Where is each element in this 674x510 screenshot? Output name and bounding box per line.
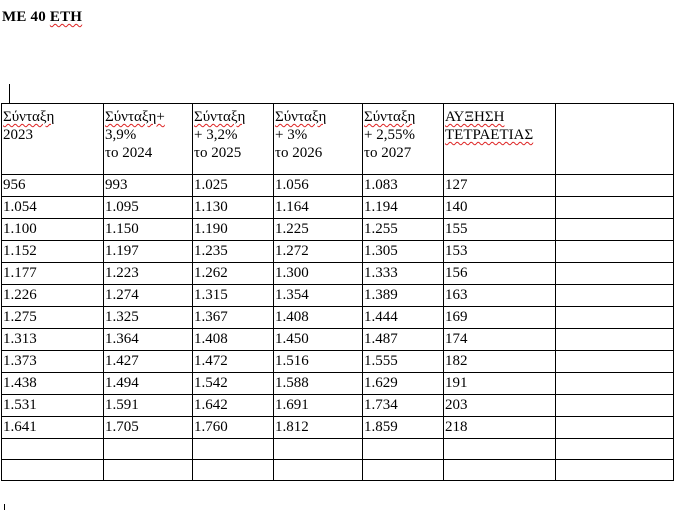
table-cell: 1.255: [363, 219, 444, 241]
column-header-line: + 2,55%: [364, 127, 415, 143]
table-cell: 1.427: [104, 351, 193, 373]
table-cell: 1.300: [274, 263, 363, 285]
spellcheck-flagged-text: Σύνταξη: [364, 109, 416, 125]
header-row: [2, 104, 674, 175]
table-cell: 1.364: [104, 329, 193, 351]
table-cell: 1.641: [2, 417, 104, 439]
empty-table-cell: [104, 460, 193, 481]
column-header-line: + 3%: [275, 127, 308, 143]
table-row: [2, 197, 674, 219]
empty-table-cell: [444, 460, 556, 481]
spellcheck-flagged-text: Σύνταξη: [275, 109, 327, 125]
table-cell: 1.542: [193, 373, 274, 395]
table-row: [2, 307, 674, 329]
table-cell: 163: [444, 285, 556, 307]
table-cell: 1.494: [104, 373, 193, 395]
column-header: [2, 104, 104, 175]
table-cell: [556, 175, 674, 197]
table-cell: 203: [444, 395, 556, 417]
table-cell: 182: [444, 351, 556, 373]
table-cell: 1.164: [274, 197, 363, 219]
table-cell: 1.225: [274, 219, 363, 241]
table-cell: 1.325: [104, 307, 193, 329]
table-cell: 1.734: [363, 395, 444, 417]
table-cell: 1.095: [104, 197, 193, 219]
spellcheck-flagged-text: ΑΥΞΗΣΗ: [445, 109, 505, 125]
column-header-line: 2023: [3, 127, 33, 143]
table-cell: 174: [444, 329, 556, 351]
table-cell: [556, 329, 674, 351]
table-cell: 1.531: [2, 395, 104, 417]
table-cell: [556, 395, 674, 417]
empty-table-cell: [2, 439, 104, 460]
empty-table-cell: [444, 439, 556, 460]
table-cell: 1.487: [363, 329, 444, 351]
table-cell: [556, 285, 674, 307]
table-row: [2, 395, 674, 417]
table-cell: 1.629: [363, 373, 444, 395]
column-header-line: [445, 126, 555, 144]
table-cell: 1.691: [274, 395, 363, 417]
empty-table-cell: [193, 439, 274, 460]
table-cell: 191: [444, 373, 556, 395]
table-cell: 156: [444, 263, 556, 285]
table-cell: 1.373: [2, 351, 104, 373]
table-cell: 1.450: [274, 329, 363, 351]
column-header-line: [445, 108, 555, 126]
table-cell: 1.190: [193, 219, 274, 241]
table-cell: 1.197: [104, 241, 193, 263]
table-cell: [556, 351, 674, 373]
column-header-line: το 2024: [105, 145, 153, 161]
table-cell: 1.177: [2, 263, 104, 285]
table-cell: 1.100: [2, 219, 104, 241]
table-cell: 1.859: [363, 417, 444, 439]
empty-table-cell: [363, 439, 444, 460]
table-cell: 1.555: [363, 351, 444, 373]
table-cell: [556, 417, 674, 439]
table-cell: [556, 197, 674, 219]
table-cell: [556, 373, 674, 395]
spellcheck-flagged-text: Σύνταξη+: [105, 109, 165, 125]
table-cell: 1.516: [274, 351, 363, 373]
column-header-line: [194, 108, 273, 126]
empty-table-cell: [274, 439, 363, 460]
table-cell: [556, 219, 674, 241]
table-cell: 1.272: [274, 241, 363, 263]
column-header-line: + 3,2%: [194, 127, 238, 143]
column-header-line: [275, 108, 362, 126]
document-title: [2, 9, 82, 26]
text-cursor: [9, 84, 10, 104]
table-cell: 1.275: [2, 307, 104, 329]
spellcheck-flagged-text: ΤΕΤΡΑΕΤΙΑΣ: [445, 127, 534, 143]
table-cell: 169: [444, 307, 556, 329]
table-row: [2, 285, 674, 307]
column-header-line: [3, 108, 103, 126]
table-cell: 1.305: [363, 241, 444, 263]
table-cell: 1.760: [193, 417, 274, 439]
table-row: [2, 329, 674, 351]
empty-table-cell: [274, 460, 363, 481]
table-cell: 218: [444, 417, 556, 439]
empty-table-cell: [556, 439, 674, 460]
table-header: [2, 104, 674, 175]
column-header-line: το 2027: [364, 145, 412, 161]
table-cell: 1.274: [104, 285, 193, 307]
empty-table-cell: [193, 460, 274, 481]
table-row: [2, 263, 674, 285]
table-cell: 1.444: [363, 307, 444, 329]
column-header: [363, 104, 444, 175]
table-cell: 1.235: [193, 241, 274, 263]
empty-table-cell: [2, 460, 104, 481]
empty-table-row: [2, 460, 674, 481]
empty-table-cell: [556, 460, 674, 481]
table-cell: 1.313: [2, 329, 104, 351]
column-header: [556, 104, 674, 175]
table-cell: 1.130: [193, 197, 274, 219]
table-cell: 1.408: [193, 329, 274, 351]
table-cell: 1.226: [2, 285, 104, 307]
column-header: [274, 104, 363, 175]
table-cell: 1.083: [363, 175, 444, 197]
table-row: [2, 241, 674, 263]
table-cell: 1.367: [193, 307, 274, 329]
table-cell: 1.056: [274, 175, 363, 197]
spellcheck-flagged-text: Σύνταξη: [194, 109, 246, 125]
column-header: [444, 104, 556, 175]
empty-table-cell: [363, 460, 444, 481]
table-cell: 153: [444, 241, 556, 263]
table-cell: 1.194: [363, 197, 444, 219]
table-row: [2, 219, 674, 241]
table-cell: 993: [104, 175, 193, 197]
column-header-line: το 2026: [275, 145, 323, 161]
table-cell: 1.054: [2, 197, 104, 219]
table-cell: 1.588: [274, 373, 363, 395]
table-cell: 1.152: [2, 241, 104, 263]
table-cell: 1.223: [104, 263, 193, 285]
table-cell: 1.150: [104, 219, 193, 241]
table-cell: 1.389: [363, 285, 444, 307]
table-cell: 1.315: [193, 285, 274, 307]
empty-table-cell: [104, 439, 193, 460]
table-cell: 1.642: [193, 395, 274, 417]
table-cell: 1.472: [193, 351, 274, 373]
column-header-line: [364, 108, 443, 126]
table-cell: 1.354: [274, 285, 363, 307]
table-cell: 140: [444, 197, 556, 219]
document-title-prefix: ΜΕ 40: [2, 9, 50, 25]
table-row: [2, 175, 674, 197]
table-cell: 956: [2, 175, 104, 197]
column-header: [104, 104, 193, 175]
table-cell: 1.591: [104, 395, 193, 417]
page-edge-mark: [4, 504, 5, 510]
table-cell: 1.438: [2, 373, 104, 395]
document-title-flagged-word: ΕΤΗ: [49, 9, 83, 25]
column-header: [193, 104, 274, 175]
table-cell: [556, 307, 674, 329]
table-cell: 1.025: [193, 175, 274, 197]
table-row: [2, 417, 674, 439]
table-row: [2, 351, 674, 373]
column-header-line: [105, 108, 192, 126]
table-cell: 127: [444, 175, 556, 197]
table-cell: 1.408: [274, 307, 363, 329]
table-cell: [556, 263, 674, 285]
table-cell: 1.812: [274, 417, 363, 439]
table-cell: [556, 241, 674, 263]
empty-table-row: [2, 439, 674, 460]
table-cell: 155: [444, 219, 556, 241]
table-row: [2, 373, 674, 395]
pension-table: [1, 103, 674, 481]
column-header-line: 3,9%: [105, 127, 137, 143]
table-cell: 1.262: [193, 263, 274, 285]
table-cell: 1.333: [363, 263, 444, 285]
spellcheck-flagged-text: Σύνταξη: [3, 109, 55, 125]
table-body: [2, 175, 674, 481]
table-cell: 1.705: [104, 417, 193, 439]
column-header-line: το 2025: [194, 145, 242, 161]
